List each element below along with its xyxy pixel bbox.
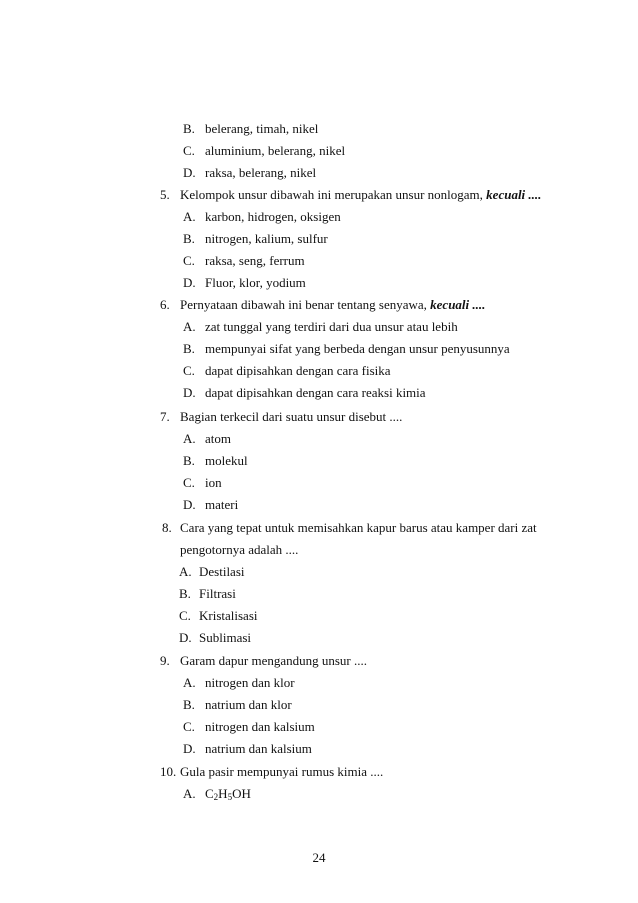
option-text: materi [205,497,239,512]
option-text: karbon, hidrogen, oksigen [205,209,341,224]
option-text: natrium dan klor [205,697,292,712]
option-text: ion [205,475,222,490]
option-text: dapat dipisahkan dengan cara fisika [205,363,391,378]
option-text: atom [205,431,231,446]
option-c [179,608,258,624]
option-label: A. [183,786,196,801]
option-a [183,431,231,447]
option-label: A. [183,431,196,446]
option-label: A. [183,209,196,224]
question-text: Pernyataan dibawah ini benar tentang senyawa, [180,297,431,312]
option-d [183,741,312,757]
question-8 [162,520,537,536]
option-label: B. [183,453,195,468]
option-label: B. [179,586,191,601]
option-b [183,231,328,247]
chemical-formula: $C_2H_5OH$ [205,786,251,802]
option-text: Filtrasi [199,586,236,601]
question-number: 6. [160,297,170,312]
option-text: nitrogen dan klor [205,675,295,690]
option-text: Destilasi [199,564,245,579]
question-number: 10. [160,764,177,779]
option-text: zat tunggal yang terdiri dari dua unsur atau lebih [205,319,458,334]
option-label: B. [183,341,195,356]
option-text: nitrogen, kalium, sulfur [205,231,328,246]
question-10 [160,764,383,780]
question-number: 9. [160,653,170,668]
option-d [183,385,426,401]
option-text: Kristalisasi [199,608,258,623]
option-c [183,363,391,379]
option-text: nitrogen dan kalsium [205,719,315,734]
option-b [183,121,318,137]
option-text: molekul [205,453,248,468]
question-8-continued [180,542,298,558]
option-a [183,675,295,691]
option-label: D. [183,275,196,290]
option-a [183,786,251,802]
option-label: A. [183,319,196,334]
option-b [183,697,292,713]
option-b [179,586,236,602]
option-b [183,341,510,357]
option-text: aluminium, belerang, nikel [205,143,346,158]
option-label: C. [183,143,195,158]
question-text: Cara yang tepat untuk memisahkan kapur barus atau kamper dari zat [180,520,537,535]
option-text: dapat dipisahkan dengan cara reaksi kimia [205,385,426,400]
option-d [183,497,238,513]
option-d [179,630,251,646]
option-text: Fluor, klor, yodium [205,275,306,290]
option-text: belerang, timah, nikel [205,121,319,136]
option-text: raksa, belerang, nikel [205,165,317,180]
option-label: C. [183,253,195,268]
option-label: C. [183,719,195,734]
option-b [183,453,248,469]
question-text: Garam dapur mengandung unsur .... [180,653,368,668]
option-c [183,475,222,491]
question-number: 8. [162,520,172,535]
option-text: Sublimasi [199,630,252,645]
option-label: A. [183,675,196,690]
question-text: pengotornya adalah .... [180,542,299,557]
option-label: C. [179,608,191,623]
question-text: Bagian terkecil dari suatu unsur disebut .... [180,409,403,424]
option-label: A. [179,564,192,579]
question-text: Kelompok unsur dibawah ini merupakan unsur nonlogam, [180,187,487,202]
option-c [183,719,315,735]
option-text: mempunyai sifat yang berbeda dengan unsur penyusunnya [205,341,510,356]
question-number: 7. [160,409,170,424]
option-c [183,253,305,269]
question-7 [160,409,402,425]
option-a [179,564,245,580]
option-label: C. [183,475,195,490]
option-label: C. [183,363,195,378]
option-a [183,209,341,225]
question-6 [160,297,485,313]
question-number: 5. [160,187,170,202]
option-label: D. [179,630,192,645]
option-label: D. [183,741,196,756]
option-label: B. [183,697,195,712]
option-label: D. [183,165,196,180]
page-number: 24 [312,850,326,865]
option-text: raksa, seng, ferrum [205,253,305,268]
question-text: Gula pasir mempunyai rumus kimia .... [180,764,384,779]
option-label: B. [183,231,195,246]
question-5 [160,187,541,203]
question-emphasis: kecuali .... [486,187,542,202]
question-9 [160,653,367,669]
question-emphasis: kecuali .... [430,297,486,312]
option-d [183,275,306,291]
option-c [183,143,345,159]
option-label: D. [183,497,196,512]
option-a [183,319,458,335]
option-label: D. [183,385,196,400]
option-d [183,165,316,181]
option-text: natrium dan kalsium [205,741,312,756]
option-label: B. [183,121,195,136]
